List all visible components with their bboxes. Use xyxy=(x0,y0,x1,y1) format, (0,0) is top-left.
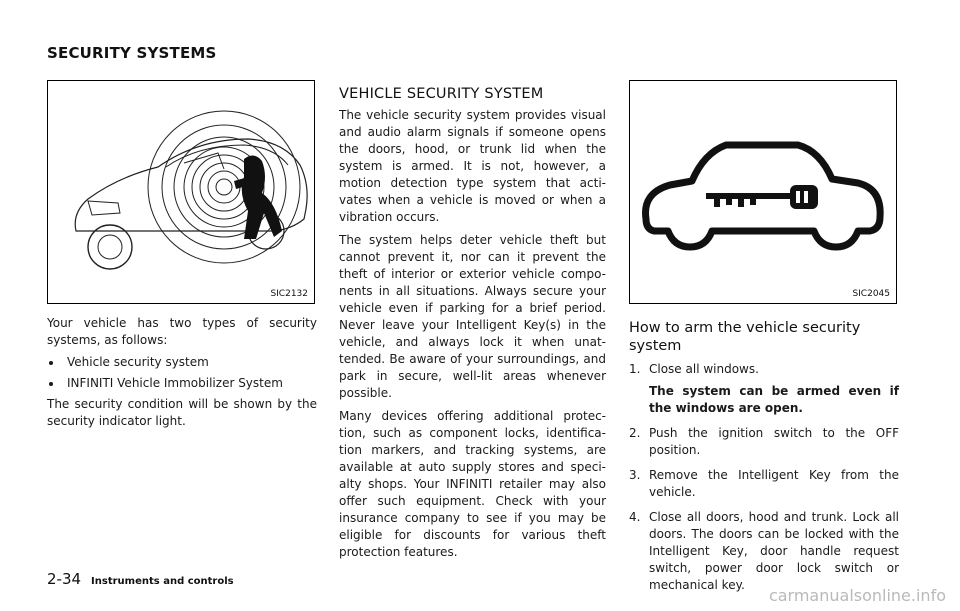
left-column xyxy=(47,80,317,430)
car-alarm-illustration xyxy=(48,81,314,303)
step-number: 1. xyxy=(629,362,641,376)
paragraph: The vehicle security system provides visual and audio alarm signals if someone opens the doors, hood, or trunk lid when the system is armed. It is not, however, a motion detection type system that acti-vates when a vehicle is moved or when a vibration occurs. xyxy=(339,108,606,224)
page-number: 2-34 xyxy=(47,570,82,588)
list-item xyxy=(629,425,899,459)
watermark: carmanualsonline.info xyxy=(768,586,946,605)
step-note: The system can be armed even if the windows are open. xyxy=(649,384,899,415)
step-text: Push the ignition switch to the OFF position. xyxy=(649,426,899,457)
step-text: Remove the Intelligent Key from the vehicle. xyxy=(649,468,899,499)
subsection-heading: How to arm the vehicle security system xyxy=(629,320,861,354)
intro-text: Your vehicle has two types of security systems, as follows: xyxy=(47,316,317,347)
car-key-icon xyxy=(630,81,896,303)
indicator-text: The security condition will be shown by the security indicator light. xyxy=(47,397,317,428)
paragraph: Many devices offering additional protec-tion, such as component locks, identifica-tion markers, and tracking systems, are available at auto supply stores and speci-alty shops. Your INFINITI retailer may also offer such equipment. Check with your insurance company to see if you may be eligible for discounts for various theft protection features. xyxy=(339,409,606,559)
paragraph: The system helps deter vehicle theft but cannot prevent it, nor can it prevent the theft of interior or exterior vehicle compo-nents in all situations. Always secure your vehicle even if parking for a brief period. Never leave your Intelligent Key(s) in the vehicle, and always lock it when unat-tended. Be aware of your surroundings, and park in secure, well-lit areas whenever possible. xyxy=(339,233,606,400)
step-list xyxy=(629,361,899,594)
list-item: Vehicle security system xyxy=(47,354,317,371)
list-item xyxy=(629,467,899,501)
bullet-list xyxy=(47,354,317,392)
page-footer xyxy=(47,570,234,588)
figure-code: SIC2045 xyxy=(852,289,890,299)
step-number: 4. xyxy=(629,510,641,524)
list-item: INFINITI Vehicle Immobilizer System xyxy=(47,375,317,392)
step-text: Close all doors, hood and trunk. Lock all doors. The doors can be locked with the Intelligent Key, door handle request switch, power door lock switch or mechanical key. xyxy=(649,510,899,592)
car-alarm-figure xyxy=(47,80,315,304)
list-item xyxy=(629,509,899,594)
right-column xyxy=(629,80,899,602)
list-item xyxy=(629,361,899,417)
middle-column xyxy=(339,86,606,561)
chapter-title: Instruments and controls xyxy=(91,576,234,587)
section-header: SECURITY SYSTEMS xyxy=(47,44,217,62)
step-text: Close all windows. xyxy=(649,362,759,376)
section-heading: VEHICLE SECURITY SYSTEM xyxy=(339,86,544,102)
figure-code: SIC2132 xyxy=(270,289,308,299)
security-indicator-figure xyxy=(629,80,897,304)
step-number: 3. xyxy=(629,468,641,482)
step-number: 2. xyxy=(629,426,641,440)
